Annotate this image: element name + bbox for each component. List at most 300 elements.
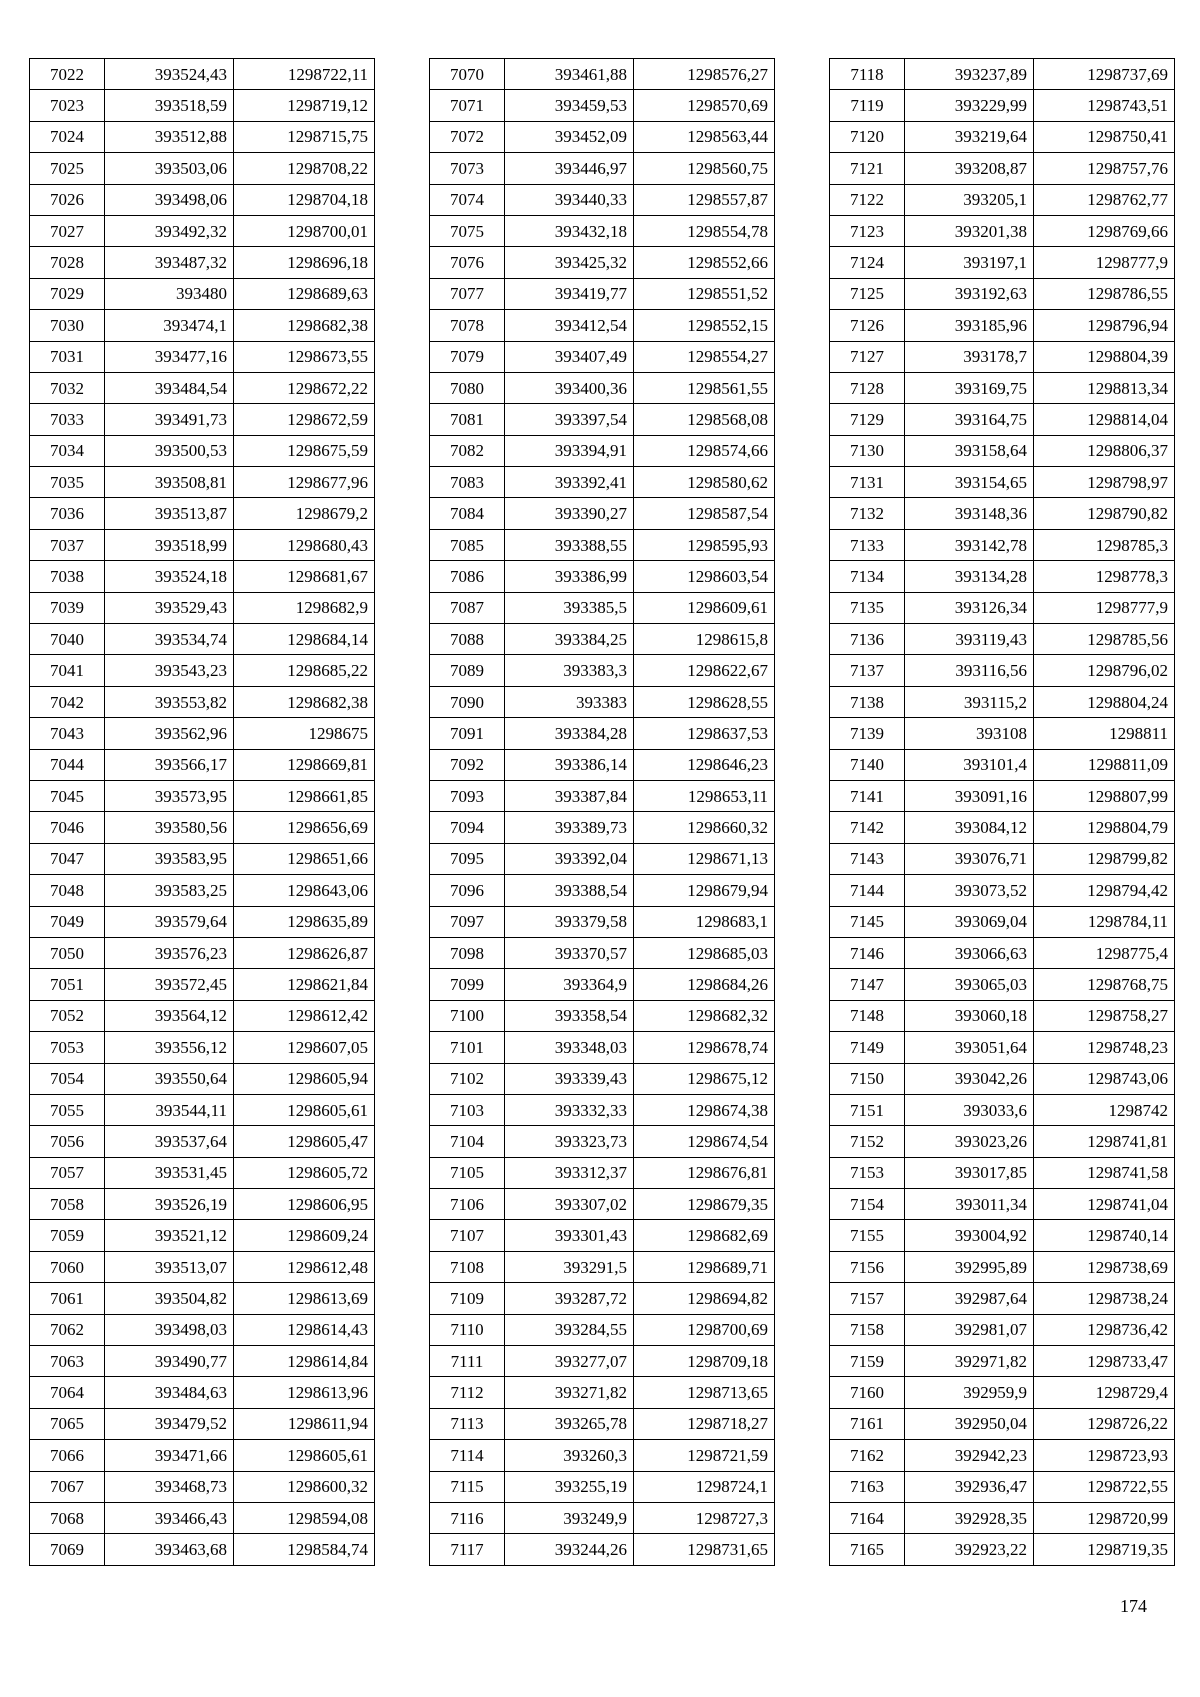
x-coordinate-cell: 393066,63: [905, 937, 1034, 968]
table-row: [30, 467, 375, 498]
y-coordinate-cell: 1298612,48: [234, 1251, 375, 1282]
point-number-cell: 7061: [30, 1283, 105, 1314]
table-row: [830, 843, 1175, 874]
y-coordinate-cell: 1298672,22: [234, 372, 375, 403]
x-coordinate-cell: 393388,54: [505, 875, 634, 906]
table-row: [830, 1063, 1175, 1094]
table-row: [430, 718, 775, 749]
point-number-cell: 7124: [830, 247, 905, 278]
x-coordinate-cell: 393484,54: [105, 372, 234, 403]
point-number-cell: 7053: [30, 1032, 105, 1063]
x-coordinate-cell: 393148,36: [905, 498, 1034, 529]
point-number-cell: 7131: [830, 467, 905, 498]
table-row: [430, 1440, 775, 1471]
point-number-cell: 7028: [30, 247, 105, 278]
point-number-cell: 7071: [430, 90, 505, 121]
table-row: [430, 341, 775, 372]
y-coordinate-cell: 1298758,27: [1034, 1000, 1175, 1031]
y-coordinate-cell: 1298804,24: [1034, 686, 1175, 717]
point-number-cell: 7034: [30, 435, 105, 466]
point-number-cell: 7149: [830, 1032, 905, 1063]
table-row: [30, 153, 375, 184]
table-row: [430, 780, 775, 811]
y-coordinate-cell: 1298674,54: [634, 1126, 775, 1157]
y-coordinate-cell: 1298726,22: [1034, 1408, 1175, 1439]
table-row: [430, 1032, 775, 1063]
x-coordinate-cell: 393583,95: [105, 843, 234, 874]
table-row: [430, 153, 775, 184]
y-coordinate-cell: 1298643,06: [234, 875, 375, 906]
table-row: [830, 1126, 1175, 1157]
x-coordinate-cell: 392971,82: [905, 1346, 1034, 1377]
table-row: [30, 529, 375, 560]
point-number-cell: 7144: [830, 875, 905, 906]
table-row: [830, 1189, 1175, 1220]
point-number-cell: 7127: [830, 341, 905, 372]
point-number-cell: 7147: [830, 969, 905, 1000]
x-coordinate-cell: 393042,26: [905, 1063, 1034, 1094]
y-coordinate-cell: 1298653,11: [634, 780, 775, 811]
point-number-cell: 7064: [30, 1377, 105, 1408]
x-coordinate-cell: 393185,96: [905, 310, 1034, 341]
x-coordinate-cell: 393291,5: [505, 1251, 634, 1282]
y-coordinate-cell: 1298784,11: [1034, 906, 1175, 937]
y-coordinate-cell: 1298694,82: [634, 1283, 775, 1314]
x-coordinate-cell: 392936,47: [905, 1471, 1034, 1502]
table-row: [430, 498, 775, 529]
table-row: [830, 686, 1175, 717]
point-number-cell: 7121: [830, 153, 905, 184]
y-coordinate-cell: 1298719,12: [234, 90, 375, 121]
table-row: [30, 1126, 375, 1157]
table-row: [430, 1063, 775, 1094]
y-coordinate-cell: 1298676,81: [634, 1157, 775, 1188]
table-row: [430, 529, 775, 560]
y-coordinate-cell: 1298757,76: [1034, 153, 1175, 184]
point-number-cell: 7164: [830, 1502, 905, 1533]
table-row: [30, 655, 375, 686]
y-coordinate-cell: 1298785,56: [1034, 624, 1175, 655]
point-number-cell: 7122: [830, 184, 905, 215]
x-coordinate-cell: 393307,02: [505, 1189, 634, 1220]
point-number-cell: 7157: [830, 1283, 905, 1314]
table-row: [430, 1094, 775, 1125]
point-number-cell: 7145: [830, 906, 905, 937]
x-coordinate-cell: 393524,43: [105, 59, 234, 90]
point-number-cell: 7065: [30, 1408, 105, 1439]
table-row: [830, 1032, 1175, 1063]
table-row: [30, 372, 375, 403]
x-coordinate-cell: 393419,77: [505, 278, 634, 309]
x-coordinate-cell: 393579,64: [105, 906, 234, 937]
y-coordinate-cell: 1298740,14: [1034, 1220, 1175, 1251]
y-coordinate-cell: 1298727,3: [634, 1502, 775, 1533]
point-number-cell: 7030: [30, 310, 105, 341]
table-row: [430, 1534, 775, 1565]
x-coordinate-cell: 393205,1: [905, 184, 1034, 215]
table-row: [30, 718, 375, 749]
y-coordinate-cell: 1298723,93: [1034, 1440, 1175, 1471]
table-row: [430, 561, 775, 592]
x-coordinate-cell: 393197,1: [905, 247, 1034, 278]
table-row: [30, 341, 375, 372]
y-coordinate-cell: 1298682,9: [234, 592, 375, 623]
y-coordinate-cell: 1298704,18: [234, 184, 375, 215]
x-coordinate-cell: 393119,43: [905, 624, 1034, 655]
point-number-cell: 7159: [830, 1346, 905, 1377]
table-row: [430, 435, 775, 466]
table-row: [30, 1502, 375, 1533]
y-coordinate-cell: 1298568,08: [634, 404, 775, 435]
y-coordinate-cell: 1298661,85: [234, 780, 375, 811]
point-number-cell: 7114: [430, 1440, 505, 1471]
x-coordinate-cell: 393065,03: [905, 969, 1034, 1000]
table-row: [430, 812, 775, 843]
x-coordinate-cell: 393463,68: [105, 1534, 234, 1565]
table-row: [430, 1502, 775, 1533]
x-coordinate-cell: 393158,64: [905, 435, 1034, 466]
table-row: [430, 843, 775, 874]
table-row: [830, 812, 1175, 843]
x-coordinate-cell: 393553,82: [105, 686, 234, 717]
table-row: [830, 153, 1175, 184]
x-coordinate-cell: 393583,25: [105, 875, 234, 906]
y-coordinate-cell: 1298563,44: [634, 121, 775, 152]
y-coordinate-cell: 1298674,38: [634, 1094, 775, 1125]
point-number-cell: 7057: [30, 1157, 105, 1188]
table-row: [430, 624, 775, 655]
y-coordinate-cell: 1298743,06: [1034, 1063, 1175, 1094]
x-coordinate-cell: 393386,14: [505, 749, 634, 780]
table-row: [30, 624, 375, 655]
x-coordinate-cell: 393425,32: [505, 247, 634, 278]
y-coordinate-cell: 1298696,18: [234, 247, 375, 278]
point-number-cell: 7075: [430, 215, 505, 246]
point-number-cell: 7036: [30, 498, 105, 529]
y-coordinate-cell: 1298713,65: [634, 1377, 775, 1408]
y-coordinate-cell: 1298554,27: [634, 341, 775, 372]
x-coordinate-cell: 393479,52: [105, 1408, 234, 1439]
x-coordinate-cell: 392995,89: [905, 1251, 1034, 1282]
table-row: [430, 59, 775, 90]
table-row: [830, 59, 1175, 90]
x-coordinate-cell: 393477,16: [105, 341, 234, 372]
table-row: [430, 592, 775, 623]
x-coordinate-cell: 393543,23: [105, 655, 234, 686]
point-number-cell: 7082: [430, 435, 505, 466]
x-coordinate-cell: 393287,72: [505, 1283, 634, 1314]
x-coordinate-cell: 393392,41: [505, 467, 634, 498]
table-row: [30, 969, 375, 1000]
point-number-cell: 7038: [30, 561, 105, 592]
x-coordinate-cell: 393386,99: [505, 561, 634, 592]
table-row: [430, 310, 775, 341]
point-number-cell: 7079: [430, 341, 505, 372]
table-row: [30, 1063, 375, 1094]
y-coordinate-cell: 1298621,84: [234, 969, 375, 1000]
y-coordinate-cell: 1298584,74: [234, 1534, 375, 1565]
table-row: [30, 435, 375, 466]
point-number-cell: 7123: [830, 215, 905, 246]
table-row: [430, 467, 775, 498]
y-coordinate-cell: 1298587,54: [634, 498, 775, 529]
table-row: [830, 184, 1175, 215]
point-number-cell: 7023: [30, 90, 105, 121]
y-coordinate-cell: 1298637,53: [634, 718, 775, 749]
y-coordinate-cell: 1298742: [1034, 1094, 1175, 1125]
y-coordinate-cell: 1298718,27: [634, 1408, 775, 1439]
x-coordinate-cell: 393498,03: [105, 1314, 234, 1345]
x-coordinate-cell: 393531,45: [105, 1157, 234, 1188]
y-coordinate-cell: 1298729,4: [1034, 1377, 1175, 1408]
x-coordinate-cell: 393440,33: [505, 184, 634, 215]
point-number-cell: 7152: [830, 1126, 905, 1157]
table-row: [830, 341, 1175, 372]
table-row: [830, 1534, 1175, 1565]
table-row: [830, 435, 1175, 466]
point-number-cell: 7139: [830, 718, 905, 749]
point-number-cell: 7118: [830, 59, 905, 90]
table-row: [830, 121, 1175, 152]
y-coordinate-cell: 1298613,69: [234, 1283, 375, 1314]
table-row: [830, 247, 1175, 278]
x-coordinate-cell: 392959,9: [905, 1377, 1034, 1408]
x-coordinate-cell: 393023,26: [905, 1126, 1034, 1157]
point-number-cell: 7032: [30, 372, 105, 403]
point-number-cell: 7148: [830, 1000, 905, 1031]
y-coordinate-cell: 1298552,15: [634, 310, 775, 341]
coordinate-table-2: [429, 58, 775, 1566]
point-number-cell: 7029: [30, 278, 105, 309]
table-row: [30, 1534, 375, 1565]
table-row: [30, 875, 375, 906]
point-number-cell: 7126: [830, 310, 905, 341]
point-number-cell: 7165: [830, 1534, 905, 1565]
y-coordinate-cell: 1298605,61: [234, 1094, 375, 1125]
table-row: [430, 121, 775, 152]
y-coordinate-cell: 1298715,75: [234, 121, 375, 152]
y-coordinate-cell: 1298560,75: [634, 153, 775, 184]
point-number-cell: 7083: [430, 467, 505, 498]
x-coordinate-cell: 393060,18: [905, 1000, 1034, 1031]
x-coordinate-cell: 393301,43: [505, 1220, 634, 1251]
x-coordinate-cell: 393400,36: [505, 372, 634, 403]
y-coordinate-cell: 1298738,24: [1034, 1283, 1175, 1314]
y-coordinate-cell: 1298635,89: [234, 906, 375, 937]
x-coordinate-cell: 393566,17: [105, 749, 234, 780]
table-row: [830, 1000, 1175, 1031]
x-coordinate-cell: 393503,06: [105, 153, 234, 184]
x-coordinate-cell: 393474,1: [105, 310, 234, 341]
y-coordinate-cell: 1298724,1: [634, 1471, 775, 1502]
point-number-cell: 7073: [430, 153, 505, 184]
x-coordinate-cell: 393389,73: [505, 812, 634, 843]
x-coordinate-cell: 393364,9: [505, 969, 634, 1000]
point-number-cell: 7085: [430, 529, 505, 560]
x-coordinate-cell: 393108: [905, 718, 1034, 749]
y-coordinate-cell: 1298574,66: [634, 435, 775, 466]
table-row: [830, 1220, 1175, 1251]
point-number-cell: 7055: [30, 1094, 105, 1125]
point-number-cell: 7092: [430, 749, 505, 780]
point-number-cell: 7106: [430, 1189, 505, 1220]
y-coordinate-cell: 1298775,4: [1034, 937, 1175, 968]
x-coordinate-cell: 393544,11: [105, 1094, 234, 1125]
y-coordinate-cell: 1298736,42: [1034, 1314, 1175, 1345]
point-number-cell: 7058: [30, 1189, 105, 1220]
table-row: [830, 780, 1175, 811]
point-number-cell: 7076: [430, 247, 505, 278]
y-coordinate-cell: 1298660,32: [634, 812, 775, 843]
table-row: [830, 906, 1175, 937]
y-coordinate-cell: 1298733,47: [1034, 1346, 1175, 1377]
y-coordinate-cell: 1298605,47: [234, 1126, 375, 1157]
x-coordinate-cell: 393580,56: [105, 812, 234, 843]
table-row: [30, 1283, 375, 1314]
table-row: [30, 906, 375, 937]
x-coordinate-cell: 393513,07: [105, 1251, 234, 1282]
point-number-cell: 7052: [30, 1000, 105, 1031]
point-number-cell: 7049: [30, 906, 105, 937]
coordinate-table-1: [29, 58, 375, 1566]
y-coordinate-cell: 1298719,35: [1034, 1534, 1175, 1565]
x-coordinate-cell: 393332,33: [505, 1094, 634, 1125]
point-number-cell: 7154: [830, 1189, 905, 1220]
table-row: [30, 1094, 375, 1125]
table-row: [430, 278, 775, 309]
x-coordinate-cell: 393323,73: [505, 1126, 634, 1157]
table-row: [430, 1471, 775, 1502]
point-number-cell: 7047: [30, 843, 105, 874]
table-row: [30, 1471, 375, 1502]
x-coordinate-cell: 393348,03: [505, 1032, 634, 1063]
point-number-cell: 7156: [830, 1251, 905, 1282]
table-row: [30, 937, 375, 968]
y-coordinate-cell: 1298700,01: [234, 215, 375, 246]
table-row: [30, 812, 375, 843]
x-coordinate-cell: 393255,19: [505, 1471, 634, 1502]
x-coordinate-cell: 393385,5: [505, 592, 634, 623]
x-coordinate-cell: 393383: [505, 686, 634, 717]
table-row: [430, 875, 775, 906]
point-number-cell: 7087: [430, 592, 505, 623]
point-number-cell: 7142: [830, 812, 905, 843]
y-coordinate-cell: 1298708,22: [234, 153, 375, 184]
table-row: [830, 1157, 1175, 1188]
x-coordinate-cell: 393383,3: [505, 655, 634, 686]
y-coordinate-cell: 1298737,69: [1034, 59, 1175, 90]
x-coordinate-cell: 393521,12: [105, 1220, 234, 1251]
x-coordinate-cell: 393432,18: [505, 215, 634, 246]
y-coordinate-cell: 1298741,81: [1034, 1126, 1175, 1157]
x-coordinate-cell: 393219,64: [905, 121, 1034, 152]
table-row: [830, 90, 1175, 121]
x-coordinate-cell: 393529,43: [105, 592, 234, 623]
x-coordinate-cell: 393011,34: [905, 1189, 1034, 1220]
x-coordinate-cell: 392950,04: [905, 1408, 1034, 1439]
y-coordinate-cell: 1298615,8: [634, 624, 775, 655]
point-number-cell: 7040: [30, 624, 105, 655]
table-row: [830, 937, 1175, 968]
point-number-cell: 7138: [830, 686, 905, 717]
point-number-cell: 7045: [30, 780, 105, 811]
point-number-cell: 7096: [430, 875, 505, 906]
x-coordinate-cell: 393384,25: [505, 624, 634, 655]
x-coordinate-cell: 393073,52: [905, 875, 1034, 906]
point-number-cell: 7081: [430, 404, 505, 435]
y-coordinate-cell: 1298679,35: [634, 1189, 775, 1220]
point-number-cell: 7136: [830, 624, 905, 655]
x-coordinate-cell: 393524,18: [105, 561, 234, 592]
point-number-cell: 7059: [30, 1220, 105, 1251]
x-coordinate-cell: 393033,6: [905, 1094, 1034, 1125]
y-coordinate-cell: 1298679,94: [634, 875, 775, 906]
point-number-cell: 7022: [30, 59, 105, 90]
x-coordinate-cell: 393487,32: [105, 247, 234, 278]
y-coordinate-cell: 1298611,94: [234, 1408, 375, 1439]
x-coordinate-cell: 393192,63: [905, 278, 1034, 309]
table-row: [30, 1251, 375, 1282]
point-number-cell: 7109: [430, 1283, 505, 1314]
y-coordinate-cell: 1298682,32: [634, 1000, 775, 1031]
x-coordinate-cell: 393379,58: [505, 906, 634, 937]
table-row: [430, 184, 775, 215]
point-number-cell: 7051: [30, 969, 105, 1000]
point-number-cell: 7120: [830, 121, 905, 152]
x-coordinate-cell: 393513,87: [105, 498, 234, 529]
x-coordinate-cell: 393115,2: [905, 686, 1034, 717]
x-coordinate-cell: 393446,97: [505, 153, 634, 184]
x-coordinate-cell: 393201,38: [905, 215, 1034, 246]
point-number-cell: 7069: [30, 1534, 105, 1565]
table-row: [30, 1032, 375, 1063]
y-coordinate-cell: 1298778,3: [1034, 561, 1175, 592]
x-coordinate-cell: 393407,49: [505, 341, 634, 372]
point-number-cell: 7162: [830, 1440, 905, 1471]
x-coordinate-cell: 393508,81: [105, 467, 234, 498]
x-coordinate-cell: 393164,75: [905, 404, 1034, 435]
x-coordinate-cell: 393169,75: [905, 372, 1034, 403]
y-coordinate-cell: 1298628,55: [634, 686, 775, 717]
point-number-cell: 7110: [430, 1314, 505, 1345]
table-row: [30, 1377, 375, 1408]
x-coordinate-cell: 393512,88: [105, 121, 234, 152]
x-coordinate-cell: 393459,53: [505, 90, 634, 121]
point-number-cell: 7111: [430, 1346, 505, 1377]
y-coordinate-cell: 1298683,1: [634, 906, 775, 937]
point-number-cell: 7108: [430, 1251, 505, 1282]
table-row: [430, 686, 775, 717]
point-number-cell: 7129: [830, 404, 905, 435]
y-coordinate-cell: 1298614,43: [234, 1314, 375, 1345]
y-coordinate-cell: 1298741,04: [1034, 1189, 1175, 1220]
x-coordinate-cell: 393249,9: [505, 1502, 634, 1533]
x-coordinate-cell: 393491,73: [105, 404, 234, 435]
point-number-cell: 7039: [30, 592, 105, 623]
y-coordinate-cell: 1298594,08: [234, 1502, 375, 1533]
y-coordinate-cell: 1298609,24: [234, 1220, 375, 1251]
point-number-cell: 7089: [430, 655, 505, 686]
y-coordinate-cell: 1298811,09: [1034, 749, 1175, 780]
point-number-cell: 7125: [830, 278, 905, 309]
table-row: [830, 1251, 1175, 1282]
point-number-cell: 7128: [830, 372, 905, 403]
x-coordinate-cell: 393091,16: [905, 780, 1034, 811]
point-number-cell: 7140: [830, 749, 905, 780]
x-coordinate-cell: 393208,87: [905, 153, 1034, 184]
table-row: [30, 749, 375, 780]
table-row: [830, 278, 1175, 309]
